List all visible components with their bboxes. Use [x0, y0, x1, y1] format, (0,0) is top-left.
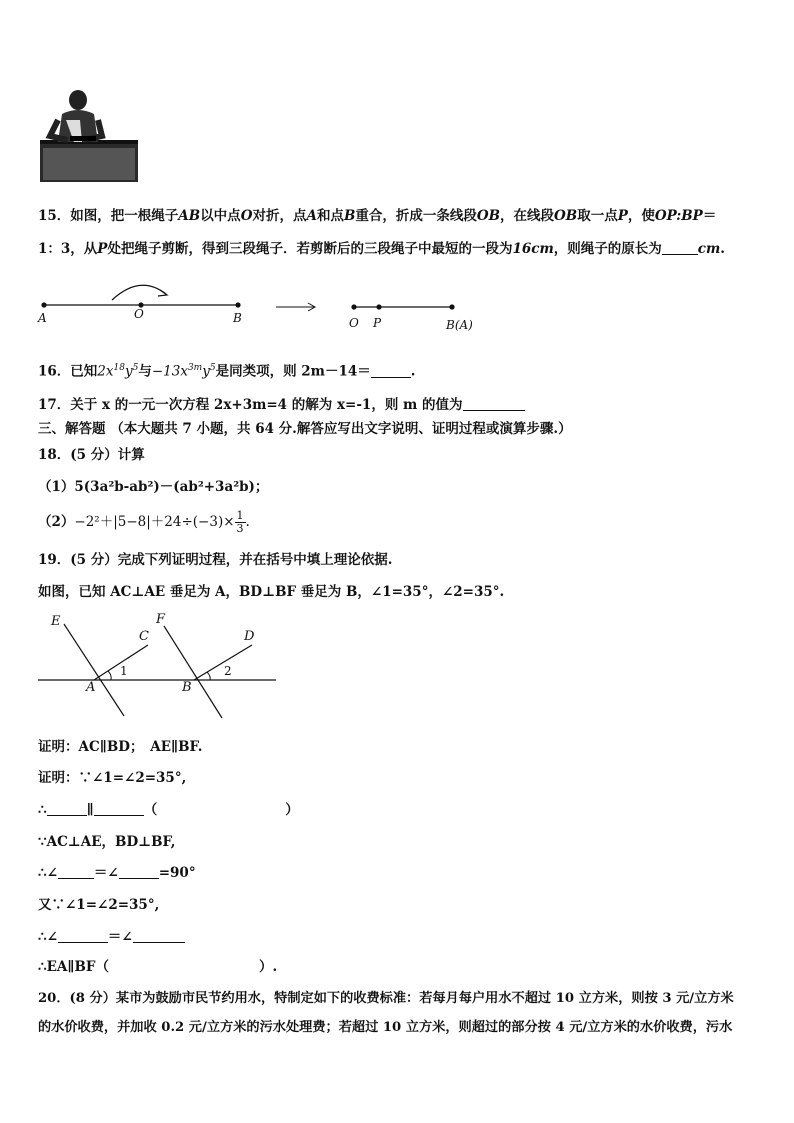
fig-label-angle1: 1 — [120, 664, 128, 678]
worker-illustration — [40, 90, 140, 185]
fraction-one-third: $\frac{1}{3}$ — [236, 509, 244, 535]
answer-blank[interactable] — [47, 801, 87, 816]
q20-line2: 的水价收费，并加收 0.2 元/立方米的污水处理费；若超过 10 立方米，则超过的部分按 4 元/立方米的水价收费，污水 — [38, 1020, 733, 1035]
q18-part2: （2）−2²＋|5−8|＋24÷(−3)× $\frac{1}{3}$ . — [38, 509, 250, 535]
q19-head: 19．(5 分）完成下列证明过程，并在括号中填上理论依据. — [38, 552, 393, 568]
answer-blank[interactable] — [119, 864, 159, 879]
fig-label-D: D — [244, 629, 255, 644]
answer-blank[interactable] — [662, 240, 698, 255]
q19-given: 如图，已知 AC⊥AE 垂足为 A，BD⊥BF 垂足为 B，∠1=35°，∠2=35°. — [38, 584, 505, 600]
fig-label-O: O — [134, 307, 144, 321]
answer-blank[interactable] — [133, 928, 185, 943]
section-3-header: 三、解答题 （本大题共 7 小题，共 64 分.解答应写出文字说明、证明过程或演算步骤.） — [38, 421, 572, 437]
q19-step6: ∴∠ ＝∠ — [38, 928, 185, 946]
fig-label-angle2: 2 — [224, 664, 232, 678]
answer-blank[interactable] — [371, 363, 411, 378]
q19-step2: ∴ ∥ （ ） — [38, 802, 299, 818]
fig-label-E: E — [51, 614, 61, 629]
q19-step5: 又∵∠1=∠2=35°, — [38, 897, 160, 913]
q20-line1: 20．(8 分）某市为鼓励市民节约用水，特制定如下的收费标准：若每月每户用水不超过 10 立方米，则按 3 元/立方米 — [38, 991, 734, 1006]
answer-blank[interactable] — [58, 928, 108, 943]
fig-label-BA: B(A) — [446, 318, 473, 332]
fig-label-O2: O — [349, 316, 359, 330]
q19-step1: 证明：∵∠1=∠2=35°, — [38, 770, 187, 786]
q19-step3: ∵AC⊥AE，BD⊥BF, — [38, 834, 176, 850]
q15-line1: 15．如图，把一根绳子AB以中点O对折，点A和点B重合，折成一条线段OB，在线段OB取一点P，使OP:BP＝ — [38, 208, 717, 224]
fig-label-B: B — [233, 311, 242, 325]
fig-label-F: F — [156, 612, 166, 627]
rope-fold-figure — [36, 278, 476, 328]
answer-blank[interactable] — [58, 864, 94, 879]
q19-step7: ∴EA∥BF（ ）. — [38, 959, 278, 975]
fig-label-B-vertex: B — [182, 680, 192, 695]
answer-blank[interactable] — [94, 801, 144, 816]
q16-line: 16．已知$2x^{18}y^5$与$-13x^{3m}y^5$是同类项，则 2m－14＝ . — [38, 363, 416, 380]
fig-label-A-vertex: A — [86, 680, 96, 695]
q18-part1: （1）5(3a²b-ab²)－(ab²+3a²b)； — [38, 479, 269, 495]
q17-line: 17．关于 x 的一元一次方程 2x+3m=4 的解为 x=-1，则 m 的值为 — [38, 396, 525, 414]
q19-prove: 证明：AC∥BD； AE∥BF. — [38, 739, 203, 755]
q15-line2: 1：3，从P处把绳子剪断，得到三段绳子．若剪断后的三段绳子中最短的一段为16cm，则绳子的原长为 cm. — [38, 241, 725, 257]
answer-blank[interactable] — [463, 396, 525, 411]
fig-label-P: P — [373, 316, 382, 330]
fig-label-C: C — [139, 629, 149, 644]
fig-label-A: A — [38, 311, 47, 325]
q18-head: 18．(5 分）计算 — [38, 447, 145, 463]
q19-step4: ∴∠ ＝∠ =90° — [38, 865, 196, 881]
